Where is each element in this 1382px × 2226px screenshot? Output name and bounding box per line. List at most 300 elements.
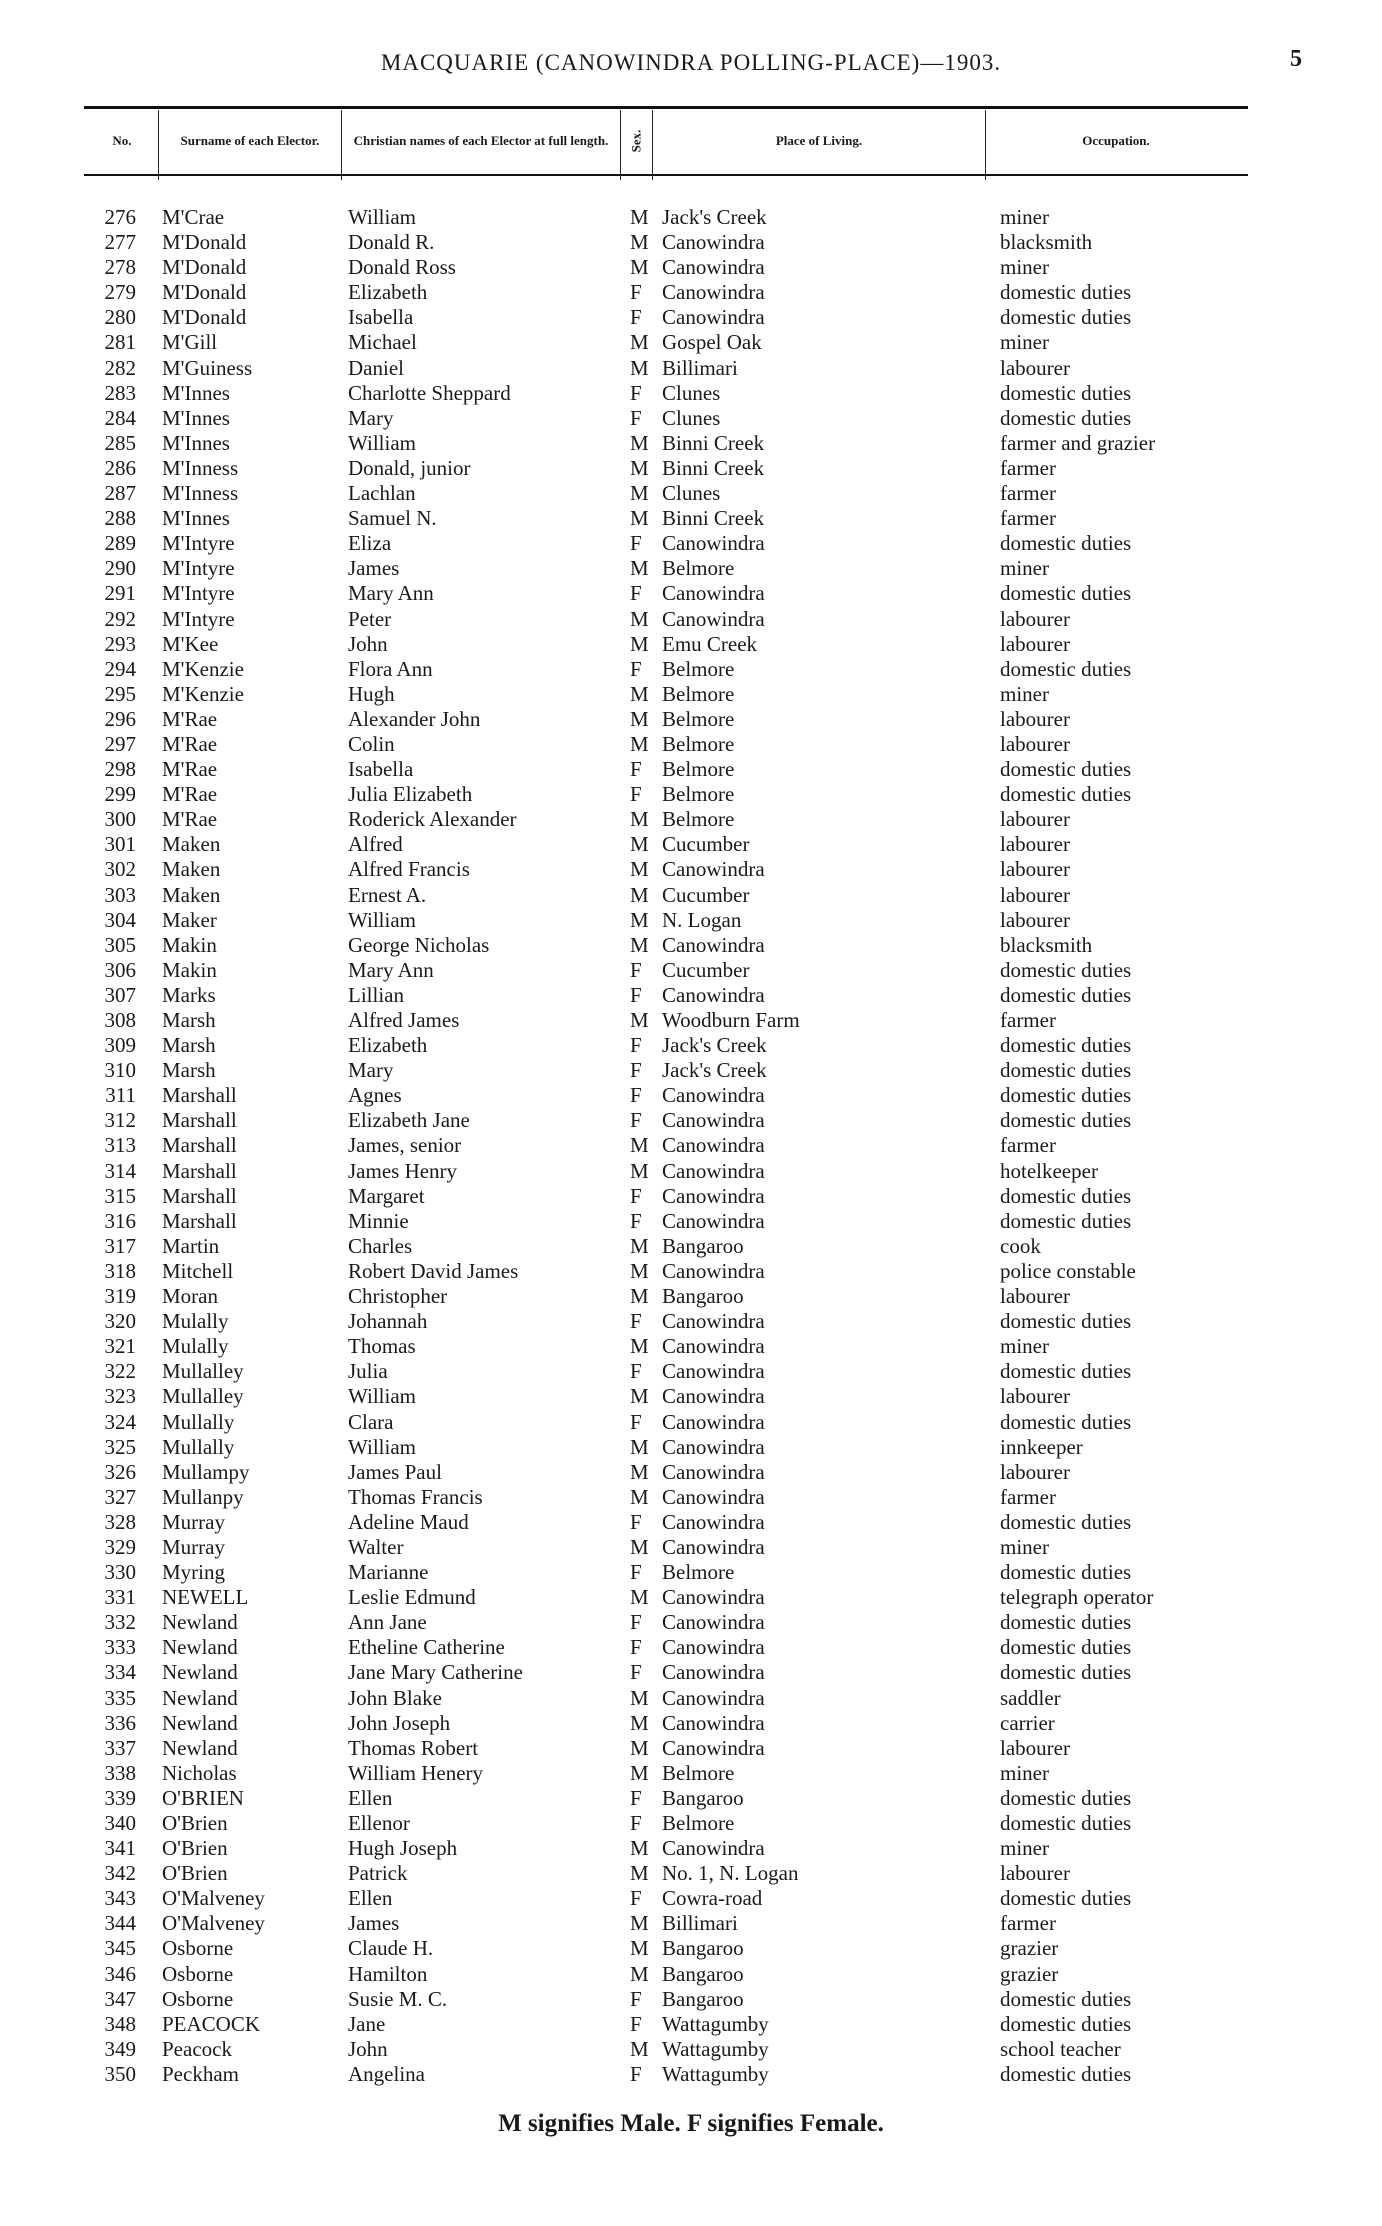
elector-occupation: farmer (1000, 1484, 1056, 1509)
elector-place: Bangaroo (662, 1233, 744, 1258)
elector-sex: M (630, 1008, 649, 1032)
elector-row (0, 1410, 1382, 1435)
elector-surname: M'Innes (162, 405, 230, 430)
elector-surname: M'Gill (162, 330, 218, 355)
elector-sex: M (630, 681, 649, 706)
elector-surname: Makin (162, 957, 217, 982)
elector-sex: F (630, 1083, 642, 1108)
elector-sex: M (630, 932, 649, 957)
elector-number: 319 (104, 1284, 136, 1309)
elector-sex: M (630, 857, 649, 882)
elector-number: 327 (104, 1484, 136, 1509)
elector-place: Gospel Oak (662, 330, 762, 355)
elector-sex: F (630, 1183, 642, 1208)
elector-row (0, 933, 1382, 958)
elector-surname: Newland (162, 1685, 238, 1710)
col-header-surname: Surname of each Elector. (180, 133, 320, 148)
elector-sex: M (630, 1334, 649, 1359)
elector-number: 283 (104, 380, 136, 405)
elector-row (0, 1987, 1382, 2012)
elector-christian-names: Flora Ann (348, 656, 433, 681)
elector-surname: O'Malveney (162, 1886, 265, 1911)
elector-occupation: domestic duties (1000, 1986, 1132, 2011)
elector-sex: F (630, 1811, 642, 1835)
elector-occupation: police constable (1000, 1258, 1136, 1283)
elector-row (0, 1359, 1382, 1384)
elector-place: Belmore (662, 556, 735, 581)
elector-surname: Peckham (162, 2061, 239, 2086)
elector-place: Canowindra (662, 1208, 765, 1233)
elector-row (0, 732, 1382, 757)
elector-christian-names: Walter (348, 1534, 404, 1559)
elector-place: Canowindra (662, 1359, 765, 1384)
elector-number: 326 (104, 1459, 136, 1484)
elector-christian-names: Mary (348, 1058, 394, 1083)
elector-occupation: labourer (1000, 1384, 1070, 1409)
elector-christian-names: Isabella (348, 305, 414, 330)
elector-sex: M (630, 882, 649, 907)
elector-number: 305 (104, 932, 136, 957)
elector-place: Belmore (662, 656, 735, 681)
col-divider (158, 110, 159, 180)
elector-number: 332 (104, 1610, 136, 1635)
col-header-occupation: Occupation. (1082, 133, 1150, 148)
elector-occupation: labourer (1000, 706, 1070, 731)
col-header-sex-wrap (621, 110, 651, 172)
elector-number: 337 (104, 1735, 136, 1760)
elector-number: 298 (104, 757, 136, 782)
elector-christian-names: Mary Ann (348, 581, 434, 606)
elector-surname: Marshall (162, 1108, 237, 1133)
elector-surname: M'Intyre (162, 581, 235, 606)
elector-occupation: domestic duties (1000, 280, 1132, 305)
elector-place: Belmore (662, 681, 735, 706)
elector-row (0, 1309, 1382, 1334)
elector-number: 315 (104, 1183, 136, 1208)
elector-row (0, 1159, 1382, 1184)
elector-occupation: domestic duties (1000, 1033, 1132, 1058)
elector-christian-names: Charlotte Sheppard (348, 380, 511, 405)
elector-sex: M (630, 2036, 649, 2061)
elector-occupation: hotelkeeper (1000, 1158, 1098, 1183)
elector-sex: F (630, 957, 642, 982)
elector-number: 279 (104, 280, 136, 305)
elector-christian-names: Donald, junior (348, 455, 471, 480)
elector-place: Canowindra (662, 1133, 765, 1158)
elector-occupation: domestic duties (1000, 581, 1132, 606)
elector-surname: M'Intyre (162, 556, 235, 581)
elector-number: 291 (104, 581, 136, 606)
elector-row (0, 1560, 1382, 1585)
elector-sex: F (630, 1560, 642, 1585)
elector-number: 345 (104, 1936, 136, 1961)
elector-row (0, 356, 1382, 381)
elector-surname: Mitchell (162, 1258, 234, 1283)
elector-number: 333 (104, 1635, 136, 1660)
elector-sex: F (630, 757, 642, 782)
elector-number: 338 (104, 1760, 136, 1785)
elector-surname: Moran (162, 1284, 218, 1309)
elector-number: 285 (104, 430, 136, 455)
elector-number: 281 (104, 330, 136, 355)
elector-occupation: labourer (1000, 1459, 1070, 1484)
elector-sex: M (630, 706, 649, 731)
elector-christian-names: Susie M. C. (348, 1986, 448, 2011)
elector-sex: F (630, 1359, 642, 1384)
elector-surname: M'Rae (162, 782, 218, 807)
elector-place: Canowindra (662, 1836, 765, 1861)
elector-row (0, 2062, 1382, 2087)
elector-surname: M'Innes (162, 430, 230, 455)
elector-place: Canowindra (662, 1509, 765, 1534)
elector-occupation: domestic duties (1000, 957, 1132, 982)
elector-row (0, 506, 1382, 531)
elector-place: Canowindra (662, 1309, 765, 1334)
elector-place: Canowindra (662, 1585, 765, 1610)
elector-surname: O'Brien (162, 1811, 228, 1835)
elector-number: 289 (104, 531, 136, 556)
elector-number: 346 (104, 1961, 136, 1986)
elector-place: N. Logan (662, 907, 742, 932)
elector-row (0, 280, 1382, 305)
elector-occupation: school teacher (1000, 2036, 1121, 2061)
elector-number: 336 (104, 1710, 136, 1735)
elector-sex: F (630, 2061, 642, 2086)
elector-row (0, 1660, 1382, 1685)
elector-christian-names: Mary Ann (348, 957, 434, 982)
elector-surname: Maker (162, 907, 217, 932)
elector-surname: M'Innes (162, 506, 230, 531)
elector-christian-names: Thomas (348, 1334, 416, 1359)
header-top-rule (84, 106, 1248, 109)
elector-occupation: telegraph operator (1000, 1585, 1154, 1610)
elector-christian-names: George Nicholas (348, 932, 490, 957)
elector-row (0, 1761, 1382, 1786)
elector-occupation: miner (1000, 205, 1049, 229)
elector-occupation: miner (1000, 1534, 1049, 1559)
elector-number: 329 (104, 1534, 136, 1559)
elector-place: Canowindra (662, 1083, 765, 1108)
elector-row (0, 632, 1382, 657)
elector-sex: M (630, 1685, 649, 1710)
elector-number: 341 (104, 1836, 136, 1861)
elector-row (0, 1334, 1382, 1359)
elector-surname: Newland (162, 1635, 238, 1660)
elector-number: 300 (104, 807, 136, 832)
elector-number: 313 (104, 1133, 136, 1158)
elector-christian-names: Alfred Francis (348, 857, 470, 882)
elector-occupation: carrier (1000, 1710, 1055, 1735)
elector-occupation: domestic duties (1000, 1660, 1132, 1685)
elector-christian-names: Colin (348, 731, 395, 756)
elector-occupation: domestic duties (1000, 1785, 1132, 1810)
elector-row (0, 958, 1382, 983)
elector-christian-names: Margaret (348, 1183, 425, 1208)
elector-row (0, 1033, 1382, 1058)
elector-sex: M (630, 1534, 649, 1559)
elector-surname: Osborne (162, 1936, 234, 1961)
elector-place: Canowindra (662, 1660, 765, 1685)
elector-row (0, 1008, 1382, 1033)
elector-number: 282 (104, 355, 136, 380)
elector-surname: O'Brien (162, 1836, 228, 1861)
elector-surname: Newland (162, 1610, 238, 1635)
elector-number: 276 (104, 205, 136, 229)
elector-place: Canowindra (662, 1685, 765, 1710)
elector-row (0, 807, 1382, 832)
elector-occupation: blacksmith (1000, 932, 1093, 957)
elector-place: Cucumber (662, 957, 750, 982)
elector-row (0, 908, 1382, 933)
page-title: MACQUARIE (CANOWINDRA POLLING-PLACE)—1903. (380, 50, 1002, 75)
col-header-christian: Christian names of each Elector at full length. (353, 133, 609, 148)
elector-christian-names: Julia (348, 1359, 388, 1384)
elector-surname: Mullally (162, 1409, 235, 1434)
elector-row (0, 2037, 1382, 2062)
elector-surname: M'Kenzie (162, 656, 244, 681)
elector-sex: M (630, 455, 649, 480)
elector-occupation: miner (1000, 255, 1049, 280)
elector-place: Canowindra (662, 230, 765, 255)
elector-surname: Murray (162, 1509, 225, 1534)
elector-number: 288 (104, 506, 136, 531)
elector-place: Jack's Creek (662, 1058, 767, 1083)
elector-number: 312 (104, 1108, 136, 1133)
elector-number: 342 (104, 1861, 136, 1886)
elector-occupation: farmer (1000, 1133, 1056, 1158)
elector-christian-names: James (348, 556, 400, 581)
elector-occupation: domestic duties (1000, 1409, 1132, 1434)
elector-place: Canowindra (662, 1735, 765, 1760)
col-divider (985, 110, 986, 180)
elector-occupation: labourer (1000, 807, 1070, 832)
elector-christian-names: Patrick (348, 1861, 408, 1886)
elector-sex: M (630, 1484, 649, 1509)
elector-occupation: farmer (1000, 1911, 1056, 1936)
elector-number: 343 (104, 1886, 136, 1911)
elector-christian-names: Robert David James (348, 1258, 519, 1283)
elector-number: 295 (104, 681, 136, 706)
elector-christian-names: Peter (348, 606, 392, 631)
elector-number: 299 (104, 782, 136, 807)
elector-surname: PEACOCK (162, 2011, 261, 2036)
elector-number: 340 (104, 1811, 136, 1835)
elector-number: 304 (104, 907, 136, 932)
elector-occupation: domestic duties (1000, 1309, 1132, 1334)
elector-christian-names: John (348, 2036, 388, 2061)
elector-place: Bangaroo (662, 1936, 744, 1961)
elector-occupation: miner (1000, 330, 1049, 355)
elector-christian-names: Christopher (348, 1284, 448, 1309)
elector-place: Canowindra (662, 1384, 765, 1409)
elector-christian-names: Angelina (348, 2061, 425, 2086)
elector-christian-names: Claude H. (348, 1936, 434, 1961)
elector-surname: Maken (162, 857, 221, 882)
elector-place: Billimari (662, 1911, 738, 1936)
elector-sex: F (630, 1309, 642, 1334)
elector-place: Clunes (662, 405, 721, 430)
elector-surname: M'Inness (162, 455, 239, 480)
elector-surname: M'Intyre (162, 606, 235, 631)
elector-occupation: labourer (1000, 606, 1070, 631)
elector-occupation: domestic duties (1000, 1811, 1132, 1835)
elector-row (0, 1811, 1382, 1836)
elector-row (0, 983, 1382, 1008)
elector-christian-names: Johannah (348, 1309, 428, 1334)
elector-christian-names: William (348, 1434, 416, 1459)
elector-row (0, 556, 1382, 581)
elector-surname: M'Donald (162, 230, 247, 255)
elector-number: 314 (104, 1158, 136, 1183)
elector-surname: Mulally (162, 1334, 229, 1359)
elector-row (0, 1083, 1382, 1108)
elector-christian-names: Leslie Edmund (348, 1585, 476, 1610)
elector-surname: Marks (162, 982, 216, 1007)
elector-christian-names: Minnie (348, 1208, 409, 1233)
elector-place: Canowindra (662, 581, 765, 606)
elector-surname: Marshall (162, 1083, 237, 1108)
elector-surname: M'Rae (162, 807, 218, 832)
elector-number: 277 (104, 230, 136, 255)
elector-christian-names: Etheline Catherine (348, 1635, 505, 1660)
elector-place: Canowindra (662, 1258, 765, 1283)
elector-number: 294 (104, 656, 136, 681)
elector-occupation: labourer (1000, 1861, 1070, 1886)
elector-occupation: domestic duties (1000, 1635, 1132, 1660)
elector-place: Canowindra (662, 1610, 765, 1635)
elector-occupation: domestic duties (1000, 531, 1132, 556)
elector-christian-names: Isabella (348, 757, 414, 782)
elector-row (0, 1711, 1382, 1736)
elector-place: Cowra-road (662, 1886, 763, 1911)
elector-place: Belmore (662, 731, 735, 756)
elector-number: 290 (104, 556, 136, 581)
elector-christian-names: Donald R. (348, 230, 435, 255)
elector-sex: M (630, 1258, 649, 1283)
elector-place: Belmore (662, 757, 735, 782)
elector-sex: M (630, 1861, 649, 1886)
electors-list (0, 205, 1382, 2087)
elector-place: Clunes (662, 481, 721, 506)
elector-surname: Mullalley (162, 1359, 244, 1384)
elector-surname: Mulally (162, 1309, 229, 1334)
elector-surname: Makin (162, 932, 217, 957)
elector-sex: F (630, 1033, 642, 1058)
elector-number: 325 (104, 1434, 136, 1459)
elector-surname: Marshall (162, 1133, 237, 1158)
elector-sex: M (630, 832, 649, 857)
elector-number: 344 (104, 1911, 136, 1936)
elector-row (0, 205, 1382, 230)
elector-occupation: miner (1000, 1760, 1049, 1785)
elector-christian-names: John Joseph (348, 1710, 451, 1735)
elector-number: 317 (104, 1233, 136, 1258)
elector-sex: F (630, 2011, 642, 2036)
elector-number: 334 (104, 1660, 136, 1685)
elector-row (0, 305, 1382, 330)
elector-surname: Mullalley (162, 1384, 244, 1409)
elector-occupation: domestic duties (1000, 1610, 1132, 1635)
elector-surname: Mullanpy (162, 1484, 244, 1509)
elector-row (0, 1460, 1382, 1485)
elector-surname: Marshall (162, 1158, 237, 1183)
elector-christian-names: Elizabeth (348, 1033, 428, 1058)
elector-place: Belmore (662, 782, 735, 807)
elector-occupation: domestic duties (1000, 1560, 1132, 1585)
elector-occupation: labourer (1000, 1735, 1070, 1760)
elector-row (0, 1936, 1382, 1961)
elector-sex: F (630, 531, 642, 556)
elector-sex: M (630, 205, 649, 229)
elector-sex: M (630, 1760, 649, 1785)
elector-place: Bangaroo (662, 1961, 744, 1986)
elector-surname: M'Kenzie (162, 681, 244, 706)
elector-occupation: domestic duties (1000, 1359, 1132, 1384)
elector-christian-names: Clara (348, 1409, 394, 1434)
elector-christian-names: Samuel N. (348, 506, 437, 531)
elector-sex: M (630, 1233, 649, 1258)
elector-place: Canowindra (662, 1534, 765, 1559)
elector-row (0, 581, 1382, 606)
elector-occupation: domestic duties (1000, 1208, 1132, 1233)
elector-place: Woodburn Farm (662, 1008, 800, 1032)
page-number: 5 (1290, 46, 1302, 72)
elector-place: Bangaroo (662, 1986, 744, 2011)
elector-row (0, 481, 1382, 506)
elector-number: 349 (104, 2036, 136, 2061)
elector-surname: O'BRIEN (162, 1785, 244, 1810)
elector-place: Jack's Creek (662, 205, 767, 229)
elector-christian-names: Agnes (348, 1083, 402, 1108)
elector-row (0, 1209, 1382, 1234)
elector-row (0, 1911, 1382, 1936)
elector-sex: M (630, 907, 649, 932)
elector-surname: M'Innes (162, 380, 230, 405)
elector-christian-names: Jane Mary Catherine (348, 1660, 523, 1685)
elector-occupation: innkeeper (1000, 1434, 1083, 1459)
elector-sex: M (630, 330, 649, 355)
elector-occupation: farmer (1000, 1008, 1056, 1032)
elector-sex: M (630, 1911, 649, 1936)
elector-occupation: farmer (1000, 481, 1056, 506)
elector-christian-names: Alfred James (348, 1008, 460, 1032)
elector-surname: Maken (162, 832, 221, 857)
elector-row (0, 857, 1382, 882)
elector-row (0, 832, 1382, 857)
elector-place: Wattagumby (662, 2061, 769, 2086)
col-header-place: Place of Living. (775, 133, 863, 148)
elector-sex: M (630, 1710, 649, 1735)
elector-row (0, 1585, 1382, 1610)
elector-christian-names: Michael (348, 330, 417, 355)
elector-christian-names: Jane (348, 2011, 386, 2036)
elector-row (0, 657, 1382, 682)
elector-sex: M (630, 1836, 649, 1861)
elector-surname: Marshall (162, 1183, 237, 1208)
elector-occupation: domestic duties (1000, 405, 1132, 430)
sex-legend: M signifies Male. F signifies Female. (498, 2110, 884, 2137)
elector-christian-names: James (348, 1911, 400, 1936)
elector-surname: Marsh (162, 1033, 216, 1058)
elector-surname: Martin (162, 1233, 220, 1258)
elector-surname: Myring (162, 1560, 225, 1585)
elector-surname: M'Crae (162, 205, 225, 229)
elector-number: 318 (104, 1258, 136, 1283)
elector-number: 316 (104, 1208, 136, 1233)
elector-place: Canowindra (662, 305, 765, 330)
elector-occupation: domestic duties (1000, 2011, 1132, 2036)
elector-christian-names: Ellen (348, 1785, 393, 1810)
